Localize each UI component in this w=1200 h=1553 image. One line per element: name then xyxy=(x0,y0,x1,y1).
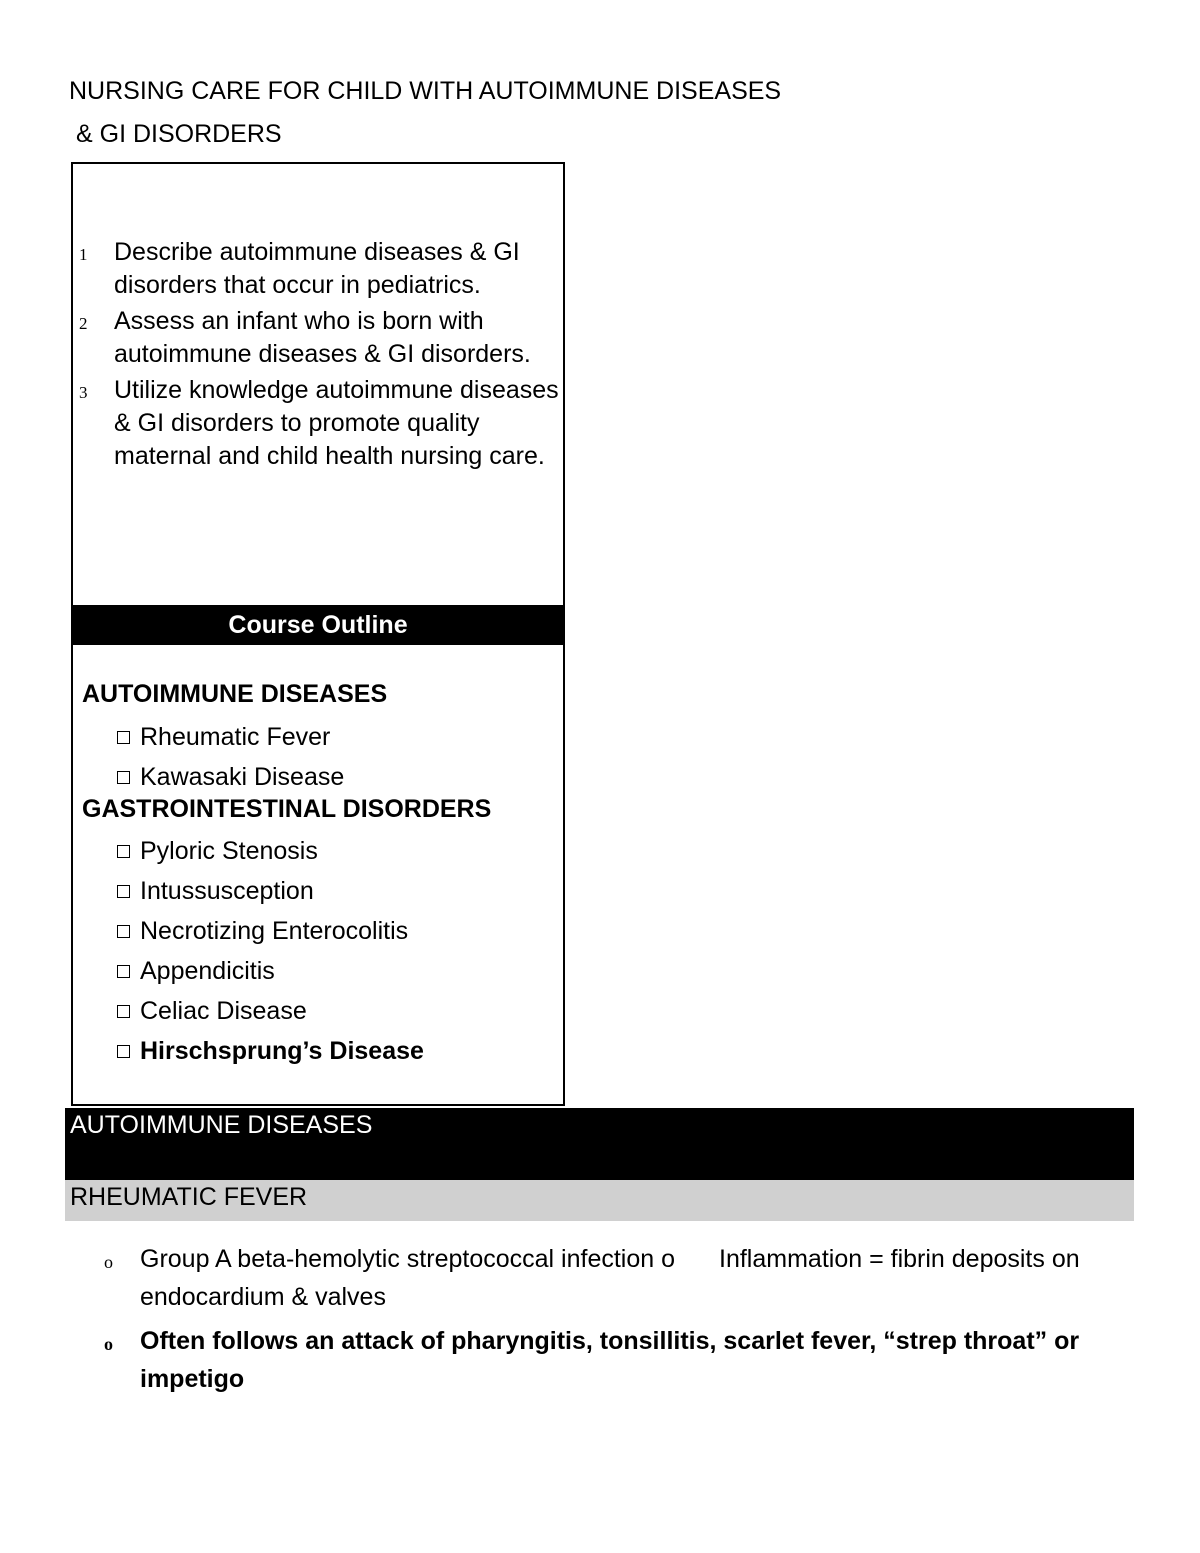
objective-number: 2 xyxy=(79,314,88,333)
list-item-label: Intussusception xyxy=(140,877,314,905)
list-item-label: Pyloric Stenosis xyxy=(140,837,318,865)
list-item xyxy=(117,1031,424,1071)
square-bullet-icon xyxy=(117,731,130,744)
objective-item xyxy=(73,305,563,371)
list-item xyxy=(117,717,344,757)
square-bullet-icon xyxy=(117,1005,130,1018)
objective-text: Describe autoimmune diseases & GI disorders that occur in pediatrics. xyxy=(114,238,520,299)
document-title-line-1: NURSING CARE FOR CHILD WITH AUTOIMMUNE DISEASES xyxy=(69,77,782,105)
square-bullet-icon xyxy=(117,1045,130,1058)
autoimmune-heading: AUTOIMMUNE DISEASES xyxy=(82,680,388,708)
objective-number: 1 xyxy=(79,245,88,264)
objective-text: Assess an infant who is born with autoimmune diseases & GI disorders. xyxy=(114,307,531,368)
bullet-text: Group A beta-hemolytic streptococcal infection o xyxy=(140,1245,676,1273)
list-item xyxy=(117,911,424,951)
autoimmune-list xyxy=(117,717,344,797)
list-item-label: Hirschsprung’s Disease xyxy=(140,1037,424,1065)
square-bullet-icon xyxy=(117,925,130,938)
gi-disorders-heading: GASTROINTESTINAL DISORDERS xyxy=(82,795,492,823)
circle-bullet-icon: o xyxy=(104,1252,113,1272)
objective-item xyxy=(73,236,563,302)
list-item-label: Necrotizing Enterocolitis xyxy=(140,917,409,945)
course-outline-header: Course Outline xyxy=(73,605,563,645)
list-item xyxy=(100,1322,1110,1398)
list-item xyxy=(117,757,344,797)
subsection-title: RHEUMATIC FEVER xyxy=(70,1183,308,1211)
list-item xyxy=(117,951,424,991)
circle-bullet-icon: o xyxy=(104,1334,113,1354)
objective-number: 3 xyxy=(79,383,88,402)
square-bullet-icon xyxy=(117,965,130,978)
list-item xyxy=(117,831,424,871)
list-item-label: Kawasaki Disease xyxy=(140,763,345,791)
square-bullet-icon xyxy=(117,771,130,784)
gi-disorders-list xyxy=(117,831,424,1071)
section-title: AUTOIMMUNE DISEASES xyxy=(70,1111,373,1139)
list-item-label: Rheumatic Fever xyxy=(140,723,331,751)
document-title-line-2: & GI DISORDERS xyxy=(76,120,282,148)
square-bullet-icon xyxy=(117,845,130,858)
square-bullet-icon xyxy=(117,885,130,898)
list-item-label: Celiac Disease xyxy=(140,997,307,1025)
subsection-title-bar xyxy=(65,1180,1134,1221)
objective-item xyxy=(73,374,563,473)
objectives-outline-box xyxy=(71,162,565,1106)
list-item-label: Appendicitis xyxy=(140,957,275,985)
bullet-text-continued: Inflammation = fibrin deposits on endocardium & valves xyxy=(140,1245,1080,1311)
section-title-bar xyxy=(65,1108,1134,1180)
objectives-list xyxy=(73,236,563,476)
bullet-text: Often follows an attack of pharyngitis, tonsillitis, scarlet fever, “strep throat” or impetigo xyxy=(140,1327,1080,1393)
rheumatic-fever-bullets xyxy=(100,1240,1110,1404)
list-item xyxy=(117,871,424,911)
objective-text: Utilize knowledge autoimmune diseases & GI disorders to promote quality maternal and child health nursing care. xyxy=(114,376,559,470)
list-item xyxy=(117,991,424,1031)
list-item xyxy=(100,1240,1110,1316)
